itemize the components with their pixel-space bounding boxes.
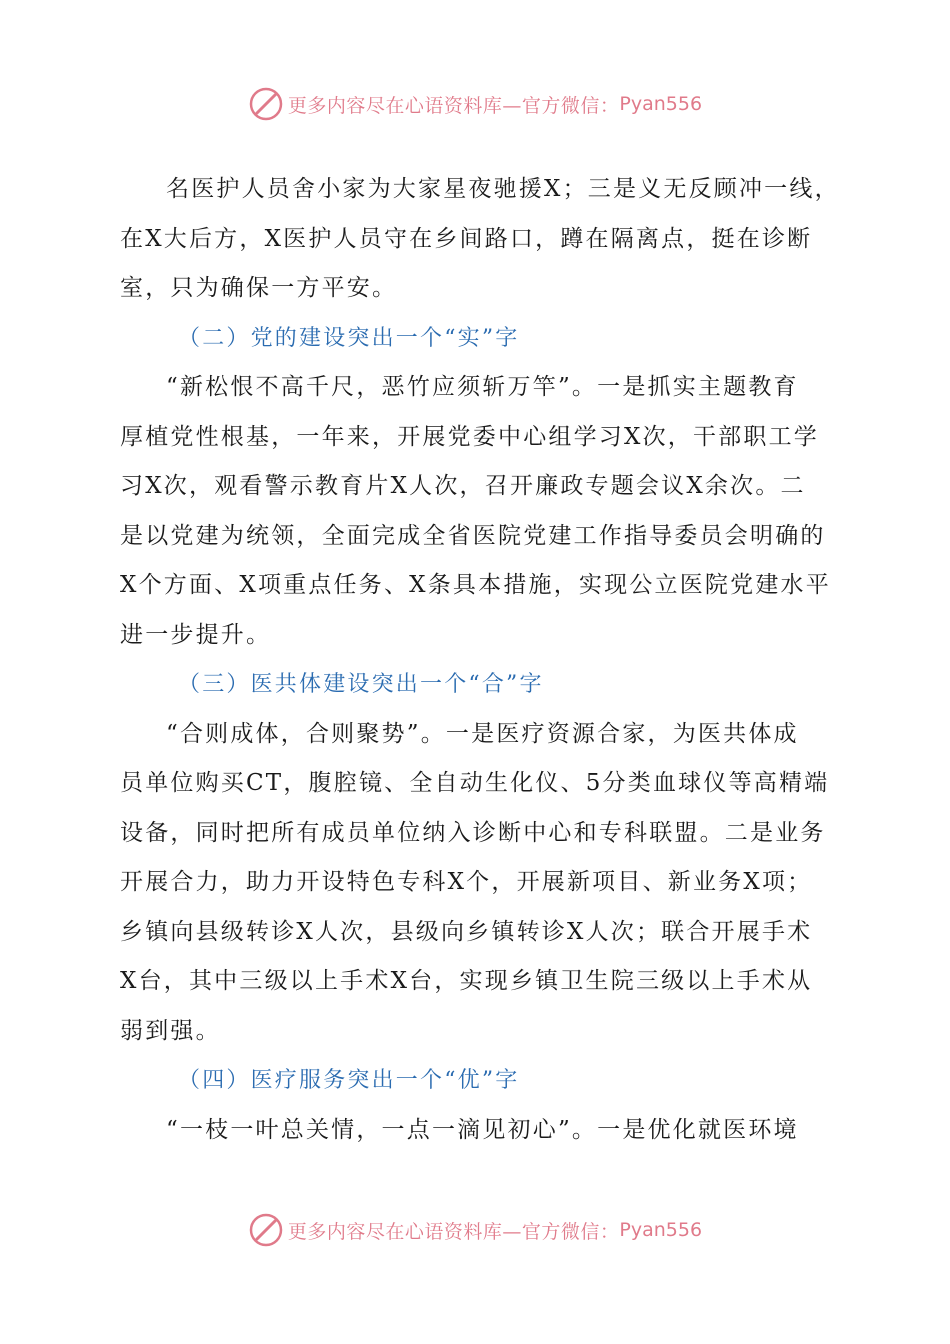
- pen-logo-icon: [248, 86, 284, 122]
- text-line: “一枝一叶总关情，一点一滴见初心”。一是优化就医环境: [166, 1116, 799, 1143]
- text-line: 设备，同时把所有成员单位纳入诊断中心和专科联盟。二是业务: [120, 819, 826, 846]
- text-line: 员单位购买CT，腹腔镜、全自动生化仪、5分类血球仪等高精端: [120, 770, 830, 796]
- text-line: “合则成体，合则聚势”。一是医疗资源合家，为医共体成: [166, 720, 799, 747]
- watermark-wechat-id: Pyan556: [619, 1219, 703, 1241]
- text-line: 厚植党性根基，一年来，开展党委中心组学习X次，干部职工学: [120, 423, 819, 450]
- watermark-brand-text: 更多内容尽在心语资料库—官方微信：: [287, 94, 620, 117]
- pen-logo-icon: [248, 1212, 284, 1248]
- watermark-brand-text: 更多内容尽在心语资料库—官方微信：: [287, 1220, 620, 1243]
- text-line: “新松恨不高千尺，恶竹应须斩万竿”。一是抓实主题教育: [166, 374, 799, 400]
- text-line: 是以党建为统领，全面完成全省医院党建工作指导委员会明确的: [120, 522, 826, 549]
- paragraph-4: [120, 1106, 835, 1156]
- paragraph-1: [120, 165, 840, 314]
- text-line: 乡镇向县级转诊X人次，县级向乡镇转诊X人次；联合开展手术: [120, 918, 813, 945]
- paragraph-3: [120, 710, 835, 1057]
- section-heading-2: （二）党的建设突出一个“实”字: [178, 325, 520, 351]
- text-line: 室，只为确保一方平安。: [120, 275, 398, 301]
- section-heading-4: （四）医疗服务突出一个“优”字: [178, 1068, 520, 1093]
- text-line: X个方面、X项重点任务、X条具本措施，实现公立医院党建水平: [120, 572, 831, 598]
- header-watermark: [0, 84, 950, 124]
- text-line: 进一步提升。: [120, 621, 272, 648]
- document-body: [120, 165, 840, 1155]
- text-line: 习X次，观看警示教育片X人次，召开廉政专题会议X余次。二: [120, 473, 806, 499]
- text-line: X台，其中三级以上手术X台，实现乡镇卫生院三级以上手术从: [120, 968, 813, 994]
- paragraph-2: [120, 363, 835, 660]
- watermark-wechat-id: Pyan556: [619, 93, 703, 115]
- text-line: 开展合力，助力开设特色专科X个，开展新项目、新业务X项；: [120, 869, 813, 895]
- text-line: 名医护人员舍小家为大家星夜驰援X；三是义无反顾冲一线，: [166, 176, 840, 202]
- section-heading-3: （三）医共体建设突出一个“合”字: [178, 672, 544, 697]
- footer-watermark: [0, 1210, 950, 1250]
- text-line: 在X大后方，X医护人员守在乡间路口，蹲在隔离点，挺在诊断: [120, 225, 813, 252]
- text-line: 弱到强。: [120, 1017, 221, 1044]
